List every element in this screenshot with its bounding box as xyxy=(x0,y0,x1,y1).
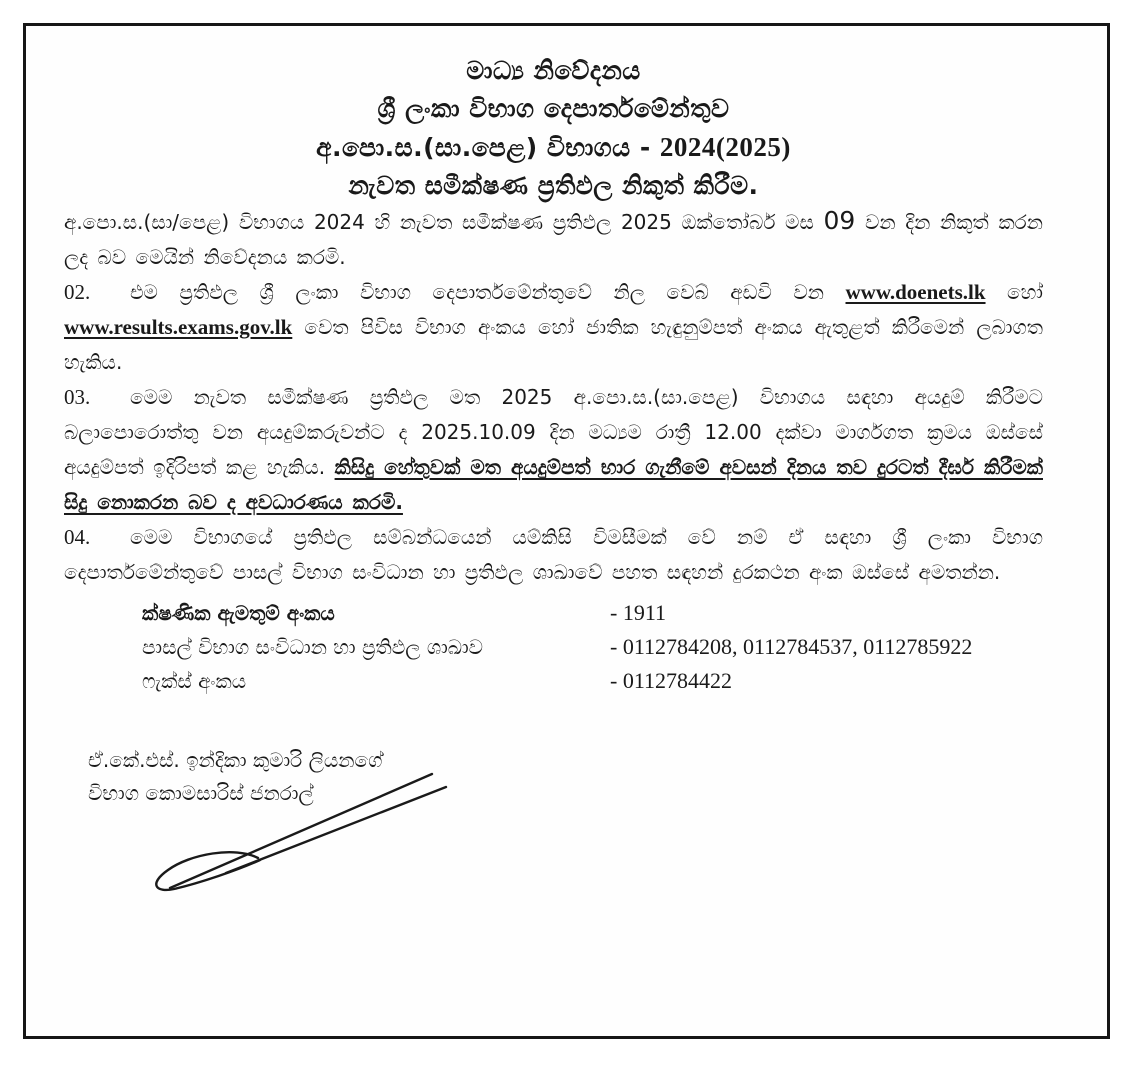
header-subject-line: නැවත සමීක්ෂණ ප්‍රතිඵල නිකුත් කිරීම. xyxy=(348,171,759,200)
document-header xyxy=(64,52,1043,205)
paragraph-1 xyxy=(64,205,1043,275)
paragraph-1-text-a: අ.පො.ස.(සා/පෙළ) විභාගය 2024 හි නැවත සමීක්ෂණ ප්‍රතිඵල 2025 ඔක්තෝබර් මස xyxy=(64,210,824,234)
paragraph-1-release-day: 09 xyxy=(823,206,856,235)
contact-table xyxy=(64,596,1043,698)
document-border-frame xyxy=(23,23,1110,1039)
signature-block xyxy=(88,744,1043,810)
signatory-name: ඒ.කේ.එස්. ඉන්දිකා කුමාරි ලියනගේ xyxy=(88,748,383,772)
header-exam-title xyxy=(64,128,1043,167)
document-content xyxy=(26,26,1107,1036)
paragraph-3 xyxy=(64,380,1043,520)
paragraph-3-text: මෙම නැවත සමීක්ෂණ ප්‍රතිඵල මත 2025 අ.පො.ස.(සා.පෙළ) විභාගය සඳහා අයදුම් කිරීමට බලාපොරොත්තු වන අයදුම්කරුවන්ට ද 2025.10.09 දින මධ්‍යම රාත්‍රී 12.00 දක්වා මාර්ගගත ක්‍රමය ඔස්සේ අයදුම්පත් ඉදිරිපත් කළ හැකිය. xyxy=(64,385,1043,479)
paragraph-3-number: 03. xyxy=(64,385,91,409)
paragraph-1-text-b: වන දින නිකුත් කරන ලද බව මෙයින් නිවේදනය කරමි. xyxy=(64,210,1044,269)
signatory-title: විභාග කොමසාරිස් ජනරාල් xyxy=(88,781,314,805)
paragraph-4 xyxy=(64,520,1043,590)
paragraph-2-text-c: වෙත පිවිස විභාග අංකය හෝ ජාතික හැඳුනුම්පත් අංකය ඇතුළත් කිරීමෙන් ලබාගත හැකිය. xyxy=(64,315,1043,374)
hotline-label: ක්ෂණික ඇමතුම් අංකය xyxy=(142,601,335,625)
paragraph-2 xyxy=(64,275,1043,380)
contact-row-fax xyxy=(64,664,1043,698)
header-department-name: ශ්‍රී ලංකා විභාග දෙපාර්තමේන්තුව xyxy=(377,94,730,123)
paragraph-2-text-a: එම ප්‍රතිඵල ශ්‍රී ලංකා විභාග දෙපාර්තමේන්තුවේ නිල වෙබ් අඩවි වන xyxy=(130,280,846,304)
doenets-url: www.doenets.lk xyxy=(845,280,986,304)
header-exam-years: 2024(2025) xyxy=(659,132,791,162)
paragraph-2-text-b: හෝ xyxy=(985,280,1043,304)
header-media-release: මාධ්‍ය නිවේදනය xyxy=(466,56,641,85)
contact-row-branch xyxy=(64,630,1043,664)
paragraph-4-text: මෙම විභාගයේ ප්‍රතිඵල සම්බන්ධයෙන් යම්කිසි විමසීමක් වේ නම් ඒ සඳහා ශ්‍රී ලංකා විභාග දෙපාර්තමේන්තුවේ පාසල් විභාග සංවිධාන හා ප්‍රතිඵල ශාඛාවේ පහත සඳහන් දුරකථන අංක ඔස්සේ අමතන්න. xyxy=(64,525,1043,584)
contact-row-hotline xyxy=(64,596,1043,630)
fax-label: ෆැක්ස් අංකය xyxy=(142,669,247,693)
results-exams-url: www.results.exams.gov.lk xyxy=(64,315,293,339)
header-exam-title-text: අ.පො.ස.(සා.පෙළ) විභාගය - xyxy=(316,133,660,162)
fax-number: - 0112784422 xyxy=(610,668,733,693)
branch-label: පාසල් විභාග සංවිධාන හා ප්‍රතිඵල ශාඛාව xyxy=(142,635,484,659)
branch-numbers: - 0112784208, 0112784537, 0112785922 xyxy=(610,634,973,659)
paragraph-4-number: 04. xyxy=(64,525,91,549)
hotline-number: - 1911 xyxy=(610,600,667,625)
paragraph-2-number: 02. xyxy=(64,280,91,304)
paragraph-3-emphasis: කිසිදු හේතුවක් මත අයදුම්පත් භාර ගැනීමේ අවසන් දිනය තව දුරටත් දීර්ඝ කිරීමක් සිදු නොකරන බව ද අවධාරණය කරමි. xyxy=(64,455,1043,514)
